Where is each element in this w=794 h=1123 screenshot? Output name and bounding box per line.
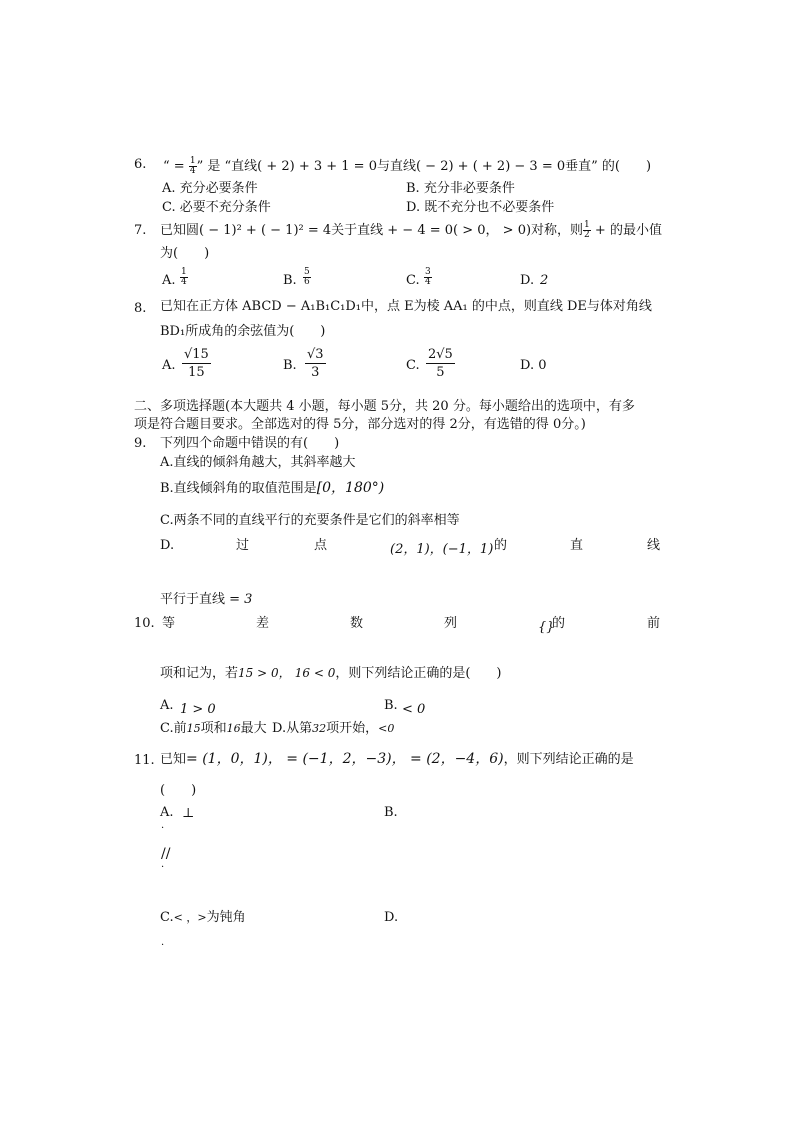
q8-c-den: 5: [436, 365, 445, 380]
q11-option-c-text: 为钝角: [206, 910, 246, 925]
q8-option-c-value: [426, 347, 455, 380]
q11-option-c-label: C.: [160, 910, 174, 925]
q8-option-c-label: C.: [406, 358, 420, 373]
q7-option-d-label: D.: [520, 273, 535, 288]
q10-option-d: [272, 721, 394, 737]
q9-option-b: [160, 480, 384, 497]
q7-stem-part1: 已知圆( − 1)² + ( − 1)² = 4关于直线 + − 4 = 0( > 0， > 0)对称，则: [160, 223, 584, 238]
q9-option-d-label: D.: [160, 538, 175, 553]
q10-stem-line2-b: ，则下列结论正确的是( ): [335, 666, 502, 681]
q6-frac-den: 4: [189, 166, 196, 176]
q10-option-c-c: 最大: [240, 721, 267, 736]
q7-stem-part3: 的最小值: [609, 223, 662, 238]
q7-stem-plus: +: [590, 223, 610, 238]
q10-option-b-math: < 0: [402, 702, 426, 717]
q10-word2: 差: [256, 616, 270, 631]
q6-option-b: B. 充分非必要条件: [406, 181, 515, 196]
q8-c-num: 2√5: [428, 347, 453, 362]
q11-number: 11.: [134, 753, 155, 768]
q8-option-b-value: [305, 347, 326, 380]
q6-stem: [163, 157, 651, 176]
q7-stem-line2: 为( ): [160, 246, 210, 261]
q6-option-c: C. 必要不充分条件: [162, 200, 271, 215]
q10-stem-line2: [160, 665, 502, 682]
q8-a-num: √15: [184, 347, 209, 362]
q10-option-a-math: 1 > 0: [180, 702, 216, 717]
q8-option-b-label: B.: [283, 358, 297, 373]
q10-word6: 前: [647, 616, 661, 631]
q7-stem-line1: [160, 221, 662, 240]
q11-option-b-label: B.: [384, 805, 398, 820]
q10-option-c-a: C.前: [160, 721, 187, 736]
q11-option-d-mark: ·: [161, 940, 165, 951]
q11-option-c: [160, 910, 246, 926]
q6-option-d: D. 既不充分也不必要条件: [406, 200, 555, 215]
q7-option-a-label: A.: [162, 273, 176, 288]
q7-number: 7.: [134, 223, 147, 238]
q8-b-num: √3: [307, 347, 324, 362]
q7-a-num: 1: [181, 267, 187, 277]
q7-b-den: 6: [304, 277, 310, 287]
q10-condition1: 15 > 0，: [238, 666, 291, 680]
q11-option-a-math: ⊥: [182, 806, 195, 821]
q9-option-d-word3: 的: [494, 538, 508, 553]
q7-a-den: 4: [181, 277, 187, 287]
q11-option-a-label: A.: [160, 805, 174, 820]
q8-option-d: D. 0: [520, 358, 547, 373]
q9-option-d-word2: 点: [314, 538, 328, 553]
q10-option-d-m: 32: [312, 722, 327, 735]
q11-stem-line2: ( ): [160, 783, 197, 798]
q10-number: 10.: [134, 616, 155, 631]
q7-option-c-value: [424, 268, 432, 287]
q7-option-c-label: C.: [406, 273, 420, 288]
q8-stem-line2: BD₁所成角的余弦值为( ): [160, 324, 326, 339]
q10-stem-line2-a: 项和记为，若: [160, 666, 239, 681]
q6-stem-eq: =: [169, 159, 189, 174]
q8-stem-line1: 已知在正方体 ABCD − A₁B₁C₁D₁中，点 E为棱 AA₁ 的中点，则直线 DE与体对角线: [160, 299, 652, 314]
q11-stem-a: 已知: [160, 752, 187, 767]
q10-option-b-label: B.: [384, 698, 398, 713]
q9-option-a: A.直线的倾斜角越大，其斜率越大: [160, 455, 356, 470]
q7-stem-fraction: [583, 221, 591, 240]
q9-option-d-word5: 线: [647, 538, 661, 553]
q10-option-d-a: D.从第: [272, 721, 313, 736]
q9-number: 9.: [134, 436, 147, 451]
q9-option-b-math: [0，180°): [316, 480, 385, 496]
q7-c-num: 3: [425, 267, 431, 277]
q11-option-a-mark: ·: [161, 823, 165, 834]
q10-word1: 等: [162, 616, 176, 631]
q11-option-b-mark: ·: [161, 862, 165, 873]
q9-option-b-text: B.直线倾斜角的取值范围是: [160, 481, 317, 496]
q9-option-c: C.两条不同的直线平行的充要条件是它们的斜率相等: [160, 513, 460, 528]
q6-stem-open: “: [163, 159, 170, 174]
q7-frac-den: 2: [584, 230, 590, 240]
q11-option-b-math: //: [161, 846, 171, 862]
q8-option-a-label: A.: [162, 358, 176, 373]
q9-option-d-word1: 过: [236, 538, 250, 553]
q11-vectors: = (1，0，1)， = (−1，2，−3)， = (2，−4，6): [186, 751, 504, 767]
q7-frac-num: 1: [584, 220, 590, 230]
q9-option-d-line2-math: = 3: [229, 592, 253, 607]
q7-b-num: 5: [304, 267, 310, 277]
q10-option-a-label: A.: [160, 698, 174, 713]
q7-option-a-value: [180, 268, 188, 287]
q8-option-a-value: [182, 347, 211, 380]
q10-option-c: [160, 721, 267, 737]
q6-number: 6.: [134, 157, 147, 172]
q6-option-a: A. 充分必要条件: [162, 181, 258, 196]
q7-option-b-label: B.: [283, 273, 297, 288]
q9-stem: 下列四个命题中错误的有( ): [160, 436, 340, 451]
q11-option-c-math: < ，>: [173, 911, 207, 924]
section2-line1: 二、多项选择题(本大题共 4 小题，每小题 5分，共 20 分。每小题给出的选项中，有多: [134, 399, 635, 414]
q10-word3: 数: [350, 616, 364, 631]
q10-word5: 的: [552, 616, 566, 631]
q7-option-d-value: 2: [540, 273, 549, 288]
q8-b-den: 3: [311, 365, 320, 380]
q9-option-d-line2: [160, 592, 252, 608]
q9-option-d-line2-text: 平行于直线: [160, 592, 226, 607]
q10-option-c-m1: 15: [186, 722, 201, 735]
q6-frac-num: 1: [189, 156, 196, 166]
q9-option-d-points: (2，1)，(−1，1): [390, 542, 494, 557]
q8-a-den: 15: [188, 365, 205, 380]
q6-stem-fraction: [189, 157, 197, 176]
q10-condition2: 16 < 0: [294, 666, 336, 680]
section2-line2: 项是符合题目要求。全部选对的得 5分，部分选对的得 2分，有选错的得 0分。): [134, 417, 586, 432]
q8-number: 8.: [134, 301, 147, 316]
q7-option-b-value: [303, 268, 311, 287]
q10-word4: 列: [444, 616, 458, 631]
q7-c-den: 4: [425, 277, 431, 287]
q10-option-d-b: 项开始，: [326, 721, 379, 736]
q9-option-d-word4: 直: [570, 538, 584, 553]
q11-stem-b: ，则下列结论正确的是: [503, 752, 634, 767]
q11-option-d-label: D.: [384, 910, 399, 925]
q6-stem-rest: ” 是 “直线( + 2) + 3 + 1 = 0与直线( − 2) + ( + 2) − 3 = 0垂直” 的( ): [196, 159, 652, 174]
q10-option-c-b: 项和: [200, 721, 227, 736]
q10-option-d-m2: <0: [378, 722, 395, 735]
q10-sequence-symbol: {}: [538, 620, 555, 635]
q10-option-c-m2: 16: [226, 722, 241, 735]
q11-stem-line1: [160, 751, 634, 768]
